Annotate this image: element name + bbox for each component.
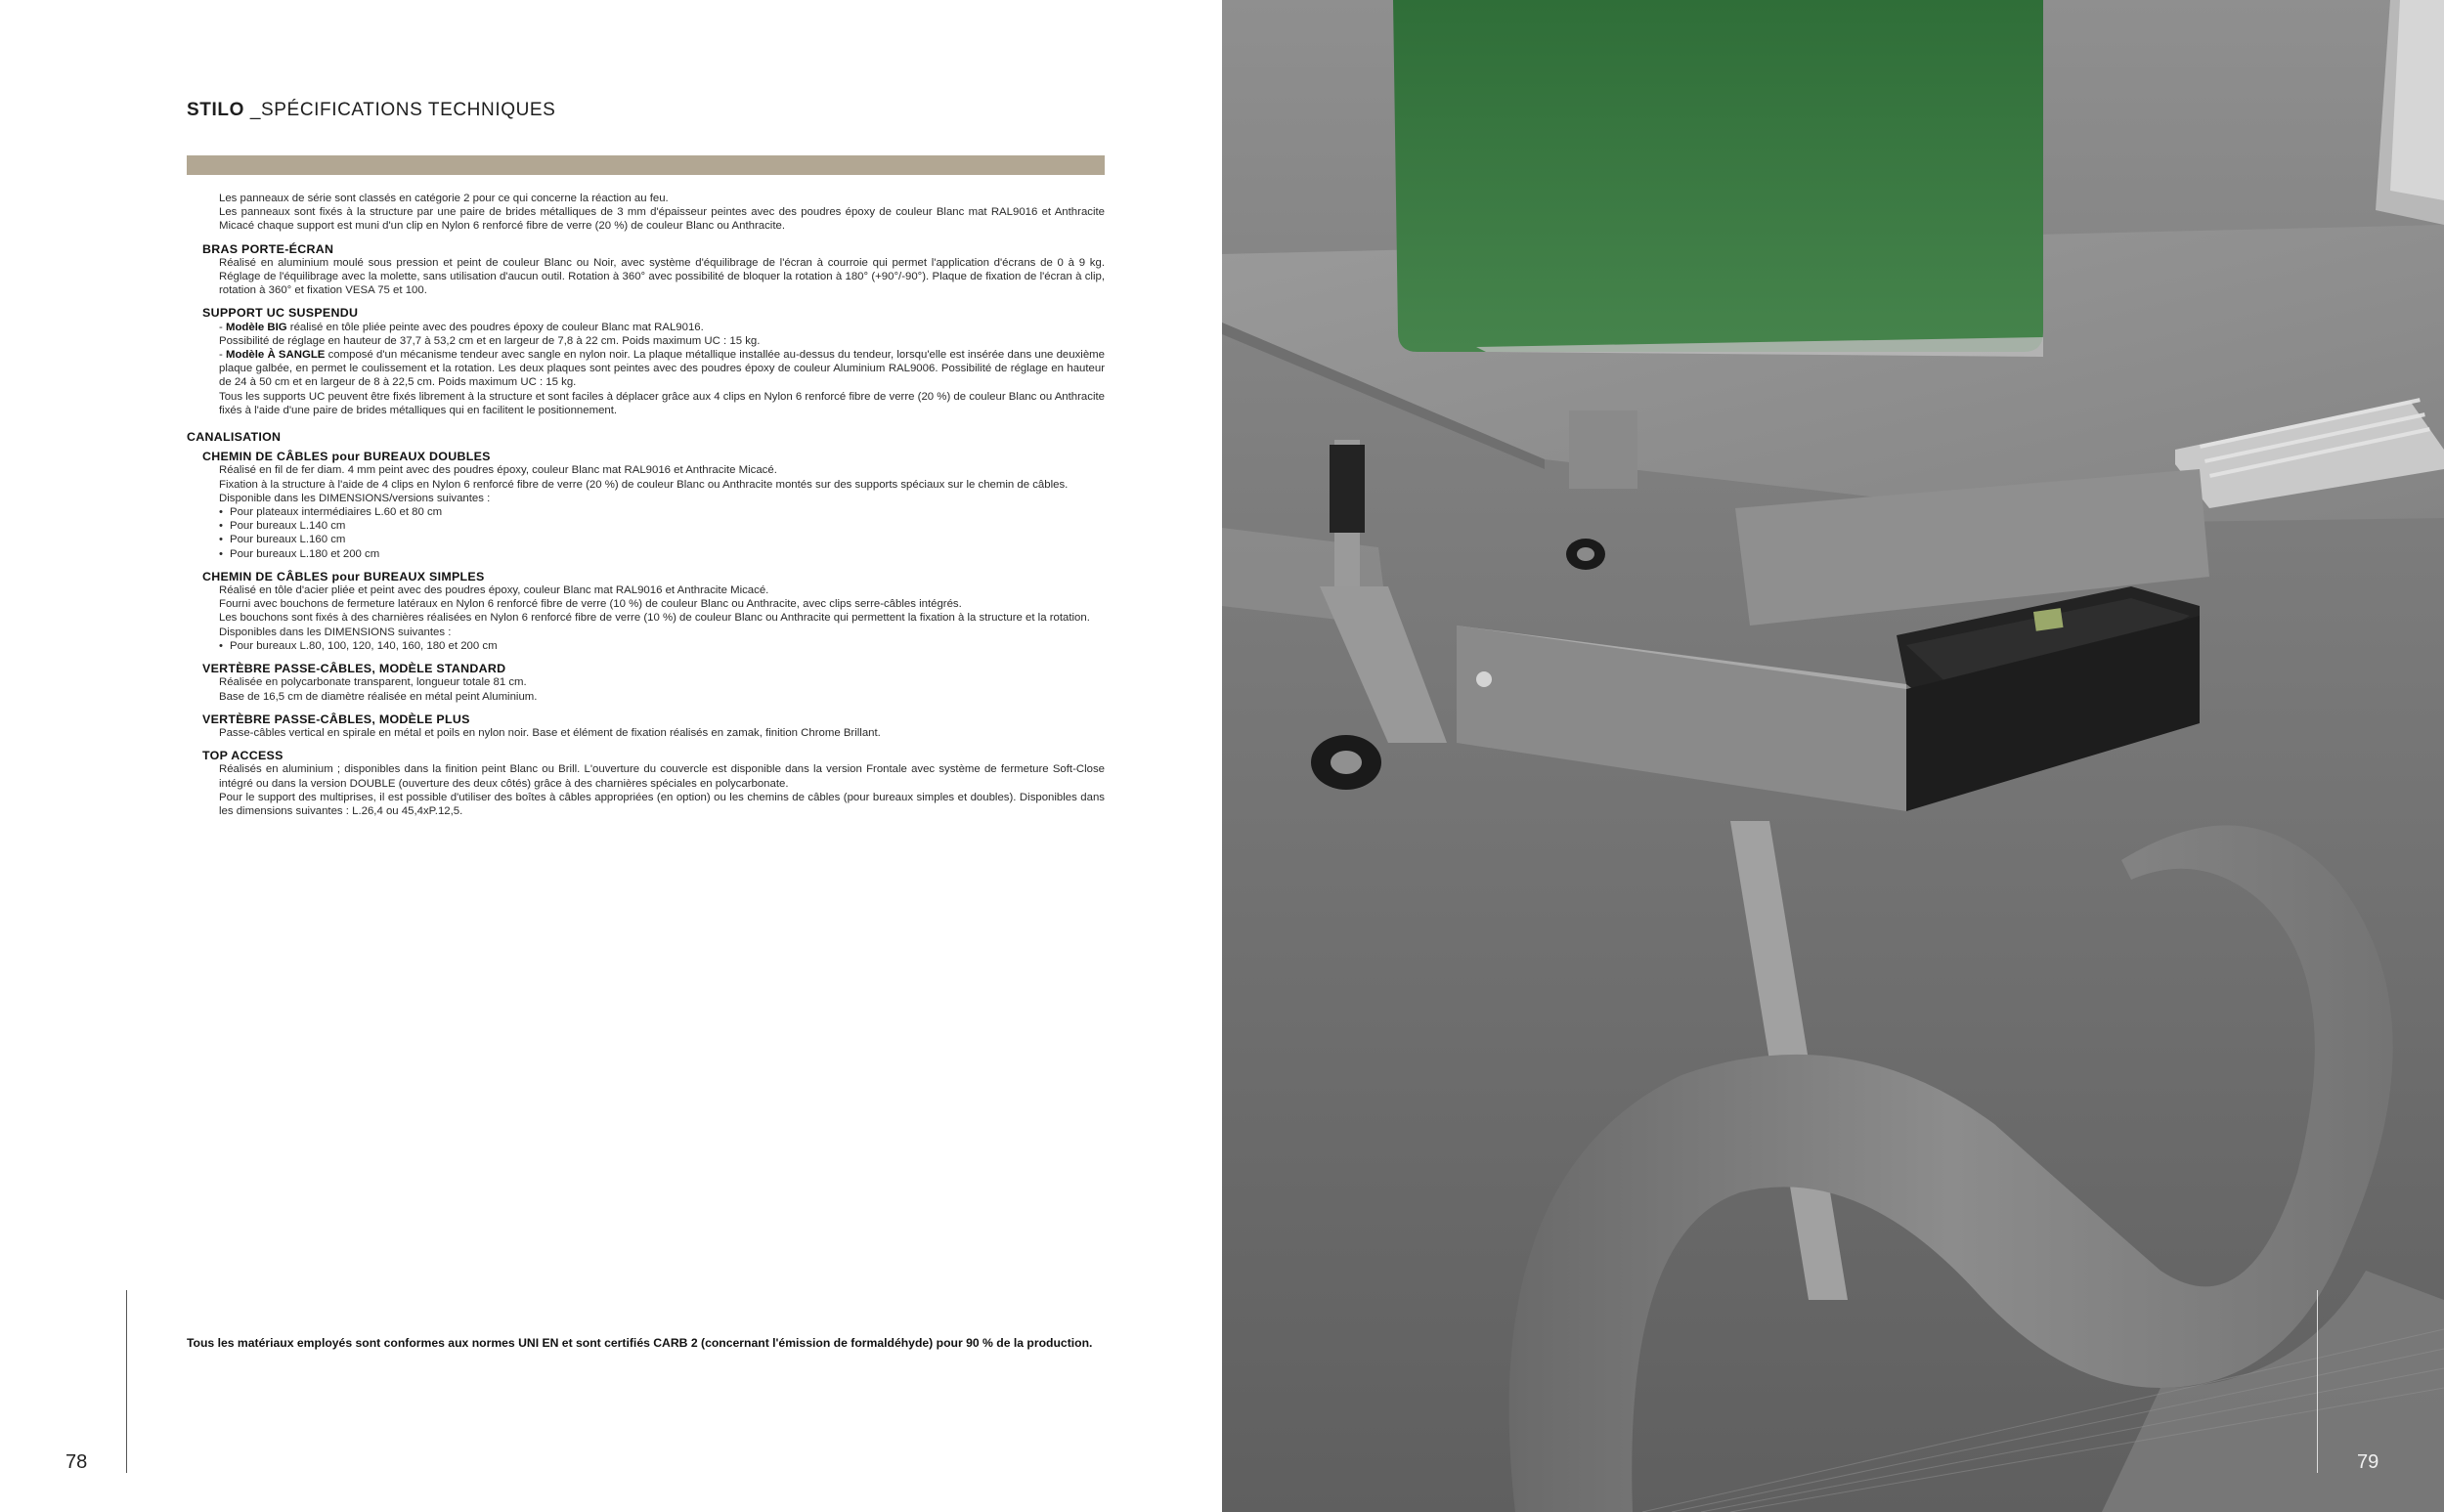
section-heading: VERTÈBRE PASSE-CÂBLES, MODÈLE STANDARD <box>202 662 506 676</box>
section-simples <box>187 570 1105 653</box>
section-line: Les bouchons sont fixés à des charnières réalisées en Nylon 6 renforcé fibre de verre (10 %) de couleur Blanc ou Anthracite qui permettent la fixation à la structure et la rotation. <box>219 612 1090 625</box>
section-heading: SUPPORT UC SUSPENDU <box>202 306 359 321</box>
model-label: Modèle À SANGLE <box>226 349 326 362</box>
section-heading: BRAS PORTE-ÉCRAN <box>202 241 334 256</box>
dimension-list <box>202 505 1105 561</box>
section-line: Fixation à la structure à l'aide de 4 clips en Nylon 6 renforcé fibre de verre (20 %) de couleur Blanc ou Anthracite montés sur des supports spéciaux sur le chemin de câbles. <box>219 478 1069 491</box>
support-big <box>202 321 1105 334</box>
model-text: composé d'un mécanisme tendeur avec sangle en nylon noir. La plaque métallique installée au-dessus du tendeur, lorsqu'elle est insérée dans une deuxième plaque galbée, en permet le coulissement et la rotation. Les deux plaques sont peintes avec des poudres époxy de couleur Aluminium RAL9006. Possibilité de réglage en hauteur de 24 à 50 cm et en largeur de 8 à 22,5 cm. Poids maximum UC : 15 kg. <box>219 349 1105 389</box>
footnote: Tous les matériaux employés sont conformes aux normes UNI EN et sont certifiés CARB 2 (concernant l'émission de formaldéhyde) pour 90 % de la production. <box>187 1336 1093 1350</box>
canalisation-heading: CANALISATION <box>187 430 282 445</box>
title-divider-bar <box>187 155 1105 175</box>
page-number: 78 <box>65 1451 88 1473</box>
list-item: • Pour bureaux L.140 cm <box>219 519 1105 533</box>
section-line: Pour le support des multiprises, il est possible d'utiliser des boîtes à câbles appropriées (en option) ou les chemins de câbles (pour bureaux simples et doubles). Disponibles dans les dimensions suivantes : L.26,4 ou 45,4xP.12,5. <box>219 791 1105 817</box>
section-line: Disponibles dans les DIMENSIONS suivantes : <box>219 626 452 638</box>
section-line: Réalisée en polycarbonate transparent, longueur totale 81 cm. <box>219 676 527 689</box>
model-label: Modèle BIG <box>225 321 287 333</box>
right-page <box>1222 0 2444 1512</box>
support-last: Tous les supports UC peuvent être fixés librement à la structure et sont faciles à déplacer grâce aux 4 clips en Nylon 6 renforcé fibre de verre (20 %) de couleur Blanc ou Anthracite fixés à l'aide d'une paire de brides métalliques qui en facilitent le positionnement. <box>219 390 1105 416</box>
section-heading: VERTÈBRE PASSE-CÂBLES, MODÈLE PLUS <box>202 712 470 726</box>
list-item: • Pour bureaux L.80, 100, 120, 140, 160, 180 et 200 cm <box>219 639 1105 653</box>
intro-line: Les panneaux de série sont classés en catégorie 2 pour ce qui concerne la réaction au feu. <box>219 193 669 204</box>
page-divider-line <box>126 1290 127 1473</box>
page-number: 79 <box>2357 1451 2379 1473</box>
spec-content <box>187 192 1105 818</box>
section-plus <box>187 713 1105 740</box>
section-line: Réalisé en tôle d'acier pliée et peint avec des poudres époxy, couleur Blanc mat RAL9016 et Anthracite Micacé. <box>219 584 769 597</box>
section-line: Base de 16,5 cm de diamètre réalisée en métal peint Aluminium. <box>219 690 538 703</box>
section-support <box>187 306 1105 417</box>
brand-name: STILO <box>187 100 244 120</box>
dash: - <box>219 349 227 362</box>
page-divider-line <box>2317 1290 2318 1473</box>
intro-block <box>187 192 1105 234</box>
page-subtitle: _SPÉCIFICATIONS TECHNIQUES <box>243 100 556 120</box>
section-line: Passe-câbles vertical en spirale en métal et poils en nylon noir. Base et élément de fixation réalisés en zamak, finition Chrome Brillant. <box>219 726 881 739</box>
list-item: • Pour bureaux L.180 et 200 cm <box>219 547 1105 561</box>
section-heading: CHEMIN DE CÂBLES pour BUREAUX DOUBLES <box>202 450 491 464</box>
section-line: Disponible dans les DIMENSIONS/versions suivantes : <box>219 492 491 504</box>
section-doubles <box>187 450 1105 561</box>
intro-line: Les panneaux sont fixés à la structure par une paire de brides métalliques de 3 mm d'épaisseur peintes avec des poudres époxy de couleur Blanc mat RAL9016 et Anthracite Micacé chaque support est muni d'un clip en Nylon 6 renforcé fibre de verre (20 %) de couleur Blanc ou Anthracite. <box>219 206 1105 233</box>
section-line: Réalisés en aluminium ; disponibles dans la finition peint Blanc ou Brill. L'ouverture du couvercle est disponible dans la version Frontale avec système de fermeture Soft-Close intégré ou dans la version DOUBLE (ouverture des deux côtés) grâce à des charnières spéciales en polycarbonate. <box>219 763 1105 790</box>
page-title <box>187 100 555 121</box>
dimension-list <box>202 639 1105 653</box>
model-text: réalisé en tôle pliée peinte avec des poudres époxy de couleur Blanc mat RAL9016. <box>286 321 704 333</box>
section-line: Réalisé en fil de fer diam. 4 mm peint avec des poudres époxy, couleur Blanc mat RAL9016 et Anthracite Micacé. <box>219 464 777 477</box>
section-bras <box>187 242 1105 298</box>
section-heading: TOP ACCESS <box>202 749 284 763</box>
section-standard <box>187 662 1105 704</box>
list-item: • Pour plateaux intermédiaires L.60 et 80 cm <box>219 505 1105 519</box>
list-item: • Pour bureaux L.160 cm <box>219 533 1105 546</box>
dash: - <box>219 321 226 333</box>
section-heading: CHEMIN DE CÂBLES pour BUREAUX SIMPLES <box>202 569 485 583</box>
section-text: Réalisé en aluminium moulé sous pression et peint de couleur Blanc ou Noir, avec système d'équilibrage de l'écran à courroie qui permet l'application d'écrans de 0 à 9 kg. Réglage de l'équilibrage avec la molette, sans utilisation d'aucun outil. Rotation à 360° avec possibilité de bloquer la rotation à 180° (+90°/-90°). Plaque de fixation de l'écran à clip, rotation à 360° et fixation VESA 75 et 100. <box>219 256 1105 297</box>
section-line: Fourni avec bouchons de fermeture latéraux en Nylon 6 renforcé fibre de verre (10 %) de couleur Blanc ou Anthracite, avec clips serre-câbles intégrés. <box>219 598 962 611</box>
support-sangle <box>202 348 1105 390</box>
support-big-line2: Possibilité de réglage en hauteur de 37,7 à 53,2 cm et en largeur de 7,8 à 22 cm. Poids maximum UC : 15 kg. <box>219 334 761 347</box>
section-top-access <box>187 749 1105 818</box>
desk-with-green-screen-and-drawer-photo <box>1222 0 2444 1512</box>
